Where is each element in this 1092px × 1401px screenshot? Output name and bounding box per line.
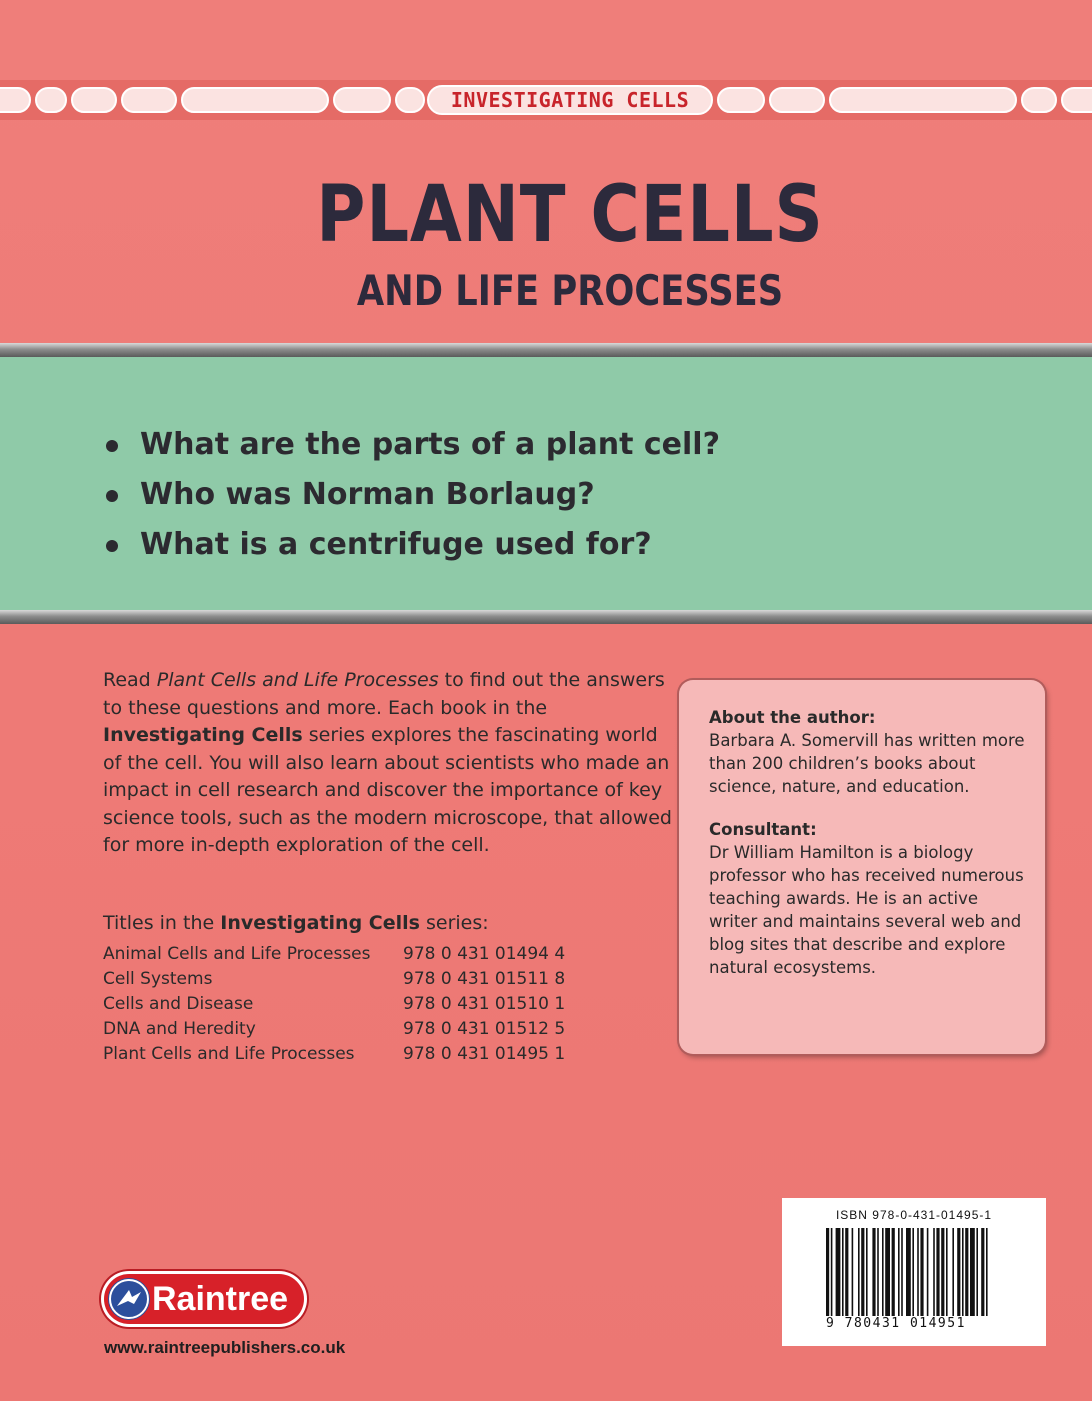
question-list [106,420,720,570]
isbn-label: ISBN 978-0-431-01495-1 [835,1208,993,1222]
barcode-bar [920,1228,923,1316]
titles-heading-text: series: [419,912,489,934]
book-subtitle: AND LIFE PROCESSES [356,266,784,315]
barcode-bar [970,1228,975,1316]
barcode-bar [885,1228,890,1316]
bullet-icon [106,490,118,502]
blurb-book-name: Plant Cells and Life Processes [156,669,439,691]
barcode-bar [906,1228,911,1316]
question-text: What is a centrifuge used for? [140,527,652,562]
author-bio: Barbara A. Somervill has written more than 200 children’s books about science, nature, and education. [709,731,1025,796]
barcode-bar [861,1228,864,1316]
title-name: DNA and Heredity [103,1019,256,1039]
blurb-text: to find out the answers to these questions and more. Each book in the [103,669,665,719]
barcode-bar [877,1228,879,1316]
band-divider-top [0,343,1092,357]
bullet-icon [106,440,118,452]
barcode-bar [965,1228,968,1316]
barcode-bar [962,1228,964,1316]
barcode-bar [957,1228,960,1316]
barcode-bar [831,1228,833,1316]
barcode-panel [782,1198,1046,1346]
band-divider-bottom [0,610,1092,624]
barcode-bar [826,1228,829,1316]
barcode-bar [901,1228,903,1316]
barcode-bar [927,1228,929,1316]
titles-heading-series: Investigating Cells [220,912,420,934]
title-name: Plant Cells and Life Processes [103,1044,355,1064]
blurb-text: series explores the fascinating world of the cell. You will also learn about scientists who made an impact in cell research and discover the importance of key science tools, such as the modern microscope, that allowed for more in-depth exploration of the cell. [103,724,672,856]
blurb-series-name: Investigating Cells [103,724,303,746]
question-item [106,520,720,570]
barcode-bar [941,1228,944,1316]
consultant-bio: Dr William Hamilton is a biology professor who has received numerous teaching awards. He is an active writer and maintains several web and blog sites that describe and explore natural ecosystems. [709,843,1024,977]
series-title: INVESTIGATING CELLS [450,88,690,112]
title-name: Cell Systems [103,969,213,989]
question-text: Who was Norman Borlaug? [140,477,595,512]
barcode-bar [917,1228,919,1316]
barcode-bar [946,1228,948,1316]
barcode-bar [892,1228,895,1316]
barcode-bar [936,1228,939,1316]
barcode-bar [933,1228,935,1316]
title-isbn: 978 0 431 01510 1 [403,994,566,1014]
barcode-bar [836,1228,841,1316]
title-isbn: 978 0 431 01511 8 [403,969,566,989]
publisher-logo [104,1274,304,1324]
barcode-bar [882,1228,884,1316]
barcode-image [826,1228,1034,1316]
question-item [106,470,720,520]
barcode-bar [912,1228,914,1316]
barcode-bar [842,1228,844,1316]
publisher-website: www.raintreepublishers.co.uk [104,1338,346,1357]
publisher-name: Raintree [152,1280,289,1318]
consultant-heading: Consultant: [709,820,817,839]
barcode-bar [976,1228,978,1316]
barcode-bar [866,1228,868,1316]
tree-icon [108,1278,150,1320]
barcode-bar [852,1228,854,1316]
titles-heading [103,912,489,934]
title-name: Cells and Disease [103,994,254,1014]
barcode-bar [986,1228,988,1316]
barcode-bar [845,1228,848,1316]
title-isbn: 978 0 431 01494 4 [403,944,566,964]
barcode-bar [872,1228,875,1316]
bullet-icon [106,540,118,552]
barcode-bar [952,1228,954,1316]
question-text: What are the parts of a plant cell? [140,427,720,462]
publisher-logo-mark [108,1278,150,1320]
title-name: Animal Cells and Life Processes [103,944,371,964]
blurb-paragraph [103,667,673,860]
book-title: PLANT CELLS [316,170,824,260]
blurb-text: Read [103,669,157,691]
about-box [679,680,1045,1054]
title-isbn: 978 0 431 01512 5 [403,1019,566,1039]
question-item [106,420,720,470]
barcode-bar [858,1228,860,1316]
barcode-bar [981,1228,984,1316]
author-heading: About the author: [709,708,876,727]
barcode-digits: 9 780431 014951 [826,1316,966,1331]
title-isbn: 978 0 431 01495 1 [403,1044,566,1064]
barcode-bar [898,1228,900,1316]
titles-heading-text: Titles in the [103,912,221,934]
